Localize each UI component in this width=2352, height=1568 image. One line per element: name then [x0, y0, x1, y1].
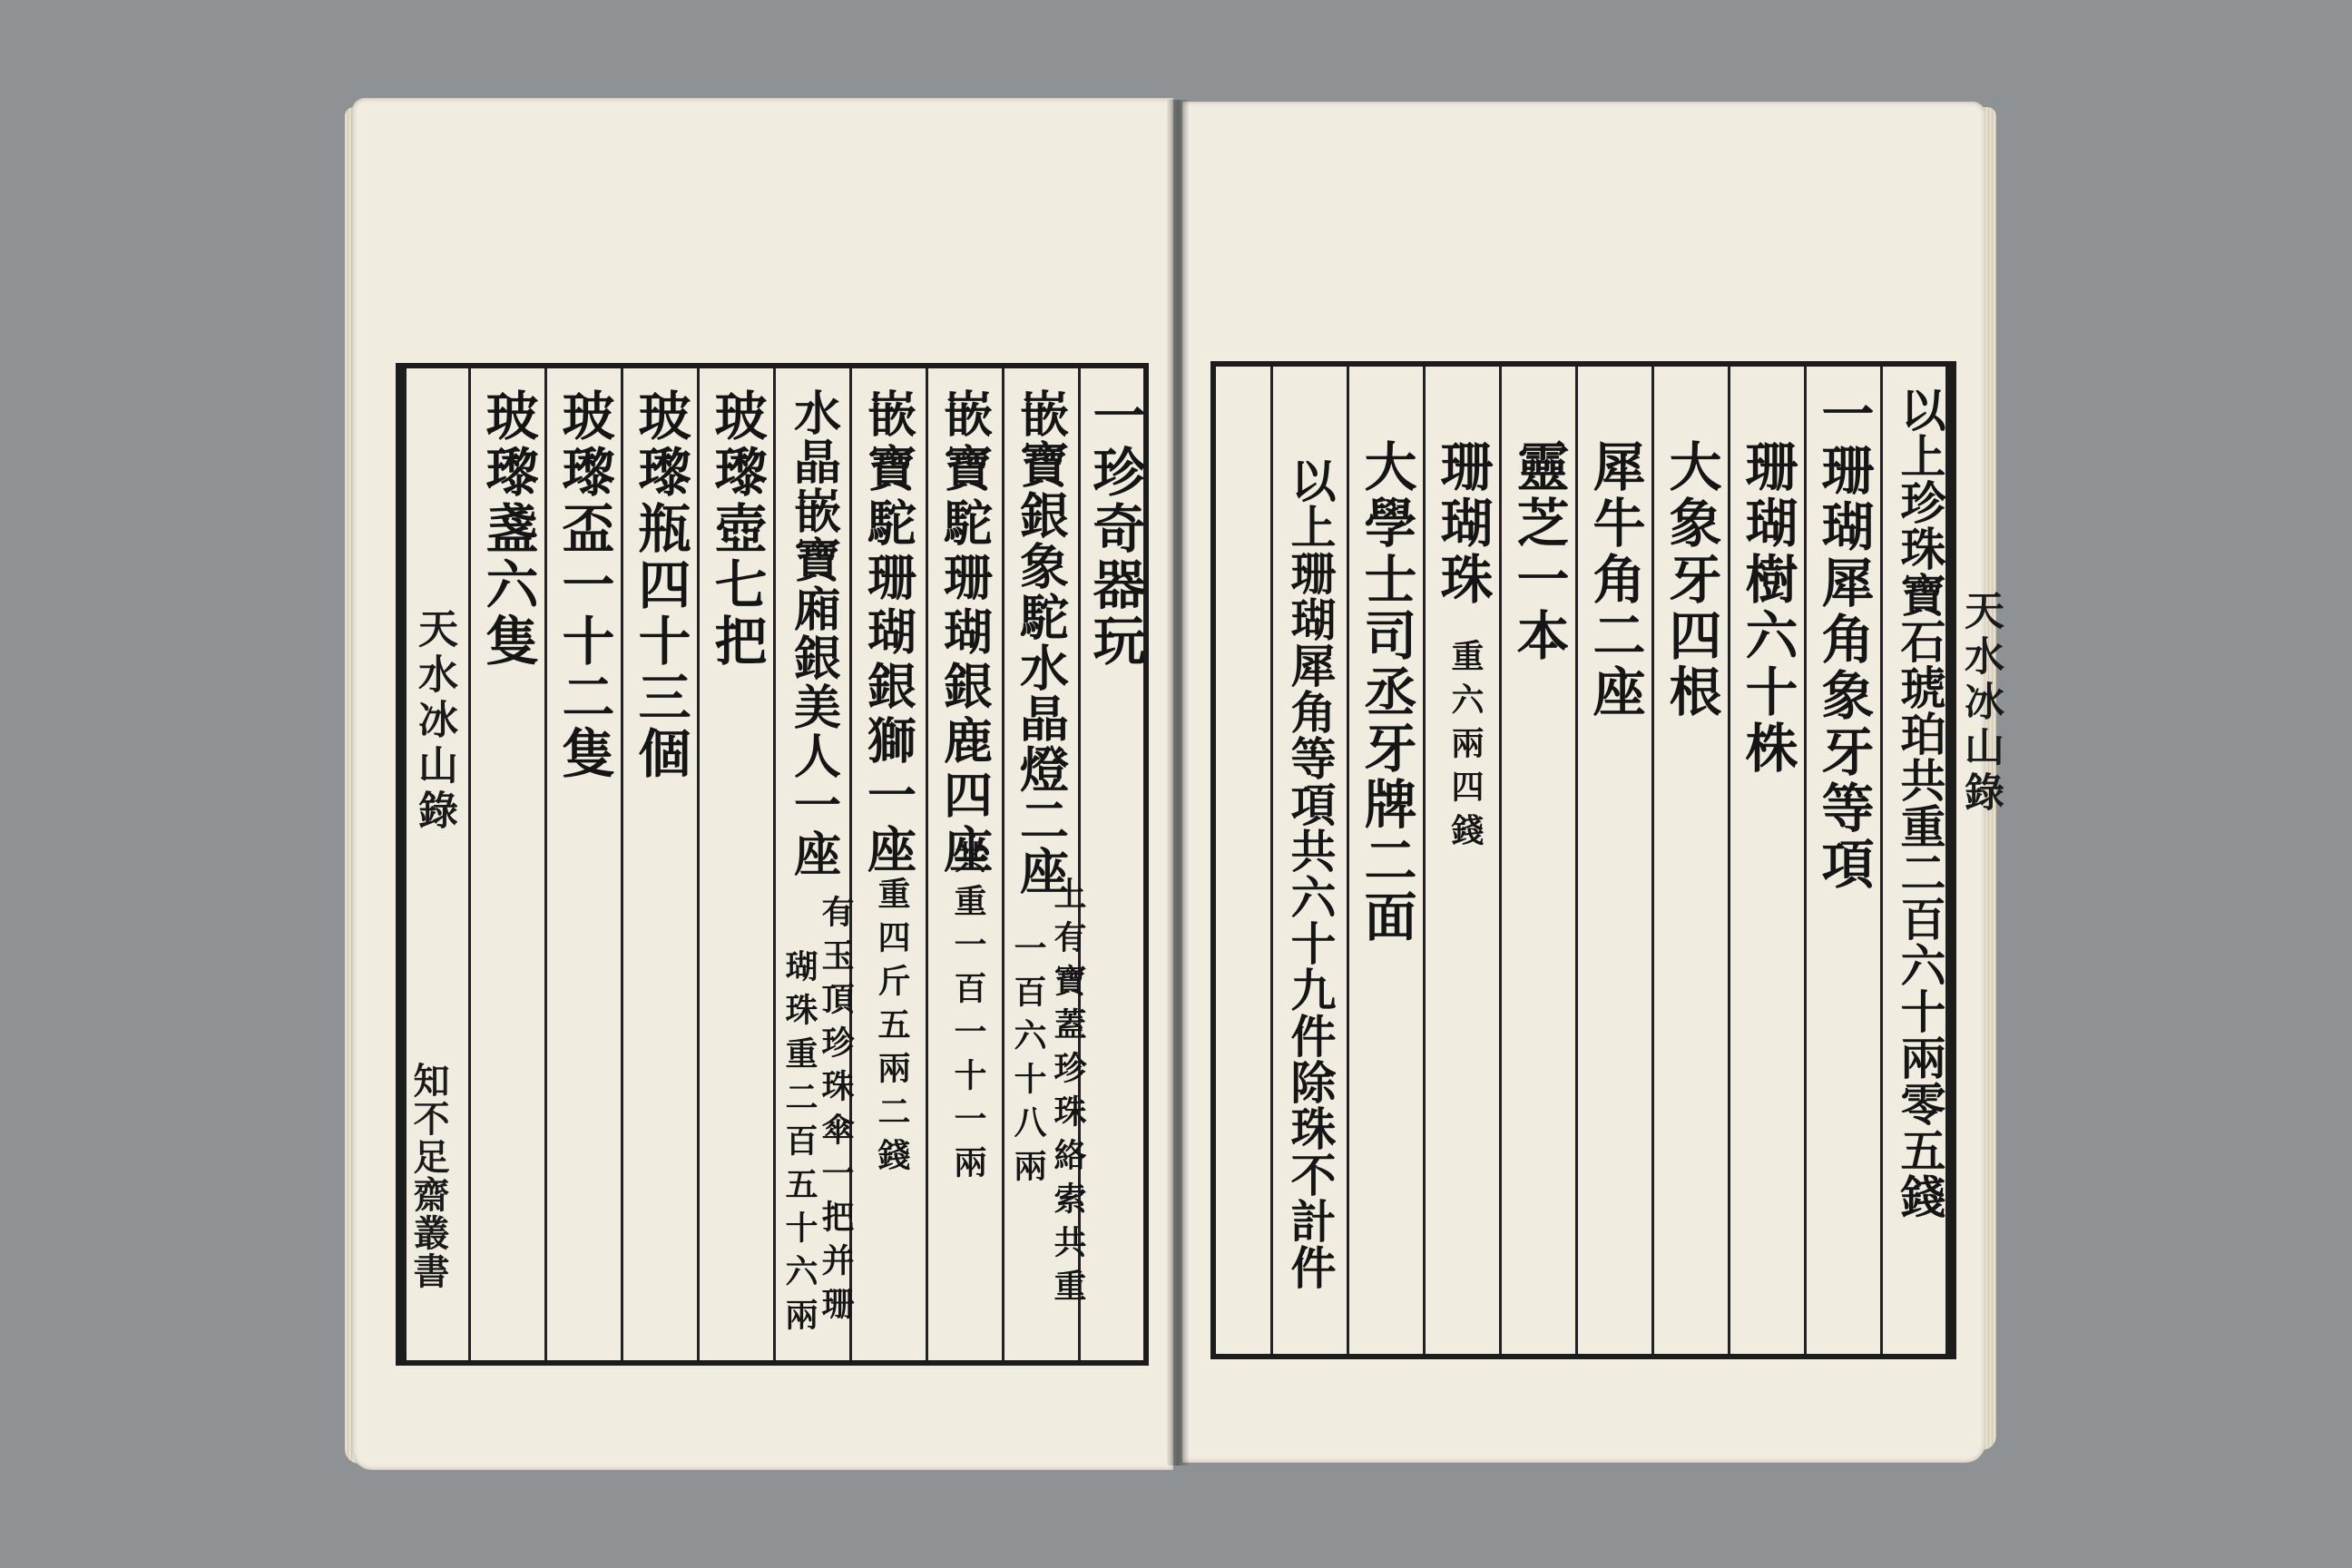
- annotation-note: 重四斤五兩二錢: [873, 877, 911, 1181]
- column-text: 大象牙四根: [1660, 439, 1722, 720]
- column: [1423, 367, 1499, 1354]
- left-text-block: [396, 363, 1149, 1366]
- column-text: 玻瓈壺七把: [705, 388, 768, 670]
- column: [621, 368, 697, 1360]
- annotation-note: 一百六十八兩: [1009, 931, 1047, 1192]
- column: [1728, 367, 1804, 1354]
- column-text: 犀牛角二座: [1583, 439, 1646, 720]
- column: [697, 368, 773, 1360]
- annotation-note: 重六兩四錢: [1446, 639, 1485, 857]
- column-text: 一珊瑚犀角象牙等項: [1812, 387, 1875, 893]
- column: [1804, 367, 1880, 1354]
- column-text: 一珍奇器玩: [1083, 388, 1146, 670]
- column-text: 水晶嵌寶廂銀美人一座: [785, 388, 841, 878]
- column-text: 嵌寶駝珊瑚銀鹿四座: [936, 388, 995, 878]
- column-text: 珊瑚珠: [1431, 439, 1494, 608]
- column: [468, 368, 544, 1360]
- column: [1651, 367, 1728, 1354]
- column-text: 玻瓈盞六隻: [476, 388, 539, 670]
- column: [1347, 367, 1423, 1354]
- column-text: 玻瓈瓶四十三個: [629, 388, 691, 782]
- annotation-note: 有玉頂珍珠傘一把并珊: [817, 895, 855, 1330]
- annotation-note: 上有寶蓋珍珠絡索共重: [1049, 877, 1087, 1312]
- column-text: 玻瓈盃一十二隻: [553, 388, 615, 782]
- column: [849, 368, 926, 1360]
- column-text: 嵌寶駝珊瑚銀獅一座: [859, 388, 918, 878]
- annotation-note: 共重一百一十一兩: [949, 840, 987, 1189]
- annotation-note: 瑚珠重二百五十六兩: [780, 949, 818, 1341]
- column: [1499, 367, 1575, 1354]
- right-text-block: [1210, 361, 1956, 1359]
- column: [1880, 367, 1956, 1354]
- column-text: 以上珊瑚犀角等項共六十九件除珠不計件: [1283, 457, 1338, 1290]
- book-gutter: [1167, 100, 1189, 1465]
- column-text: 嵌寶銀象駝水晶燈二座: [1012, 388, 1071, 897]
- book-title-spine: 天水冰山錄: [1957, 590, 2004, 817]
- column: [1270, 367, 1347, 1354]
- column-text: 以上珍珠寶石琥珀共重二百六十兩零五錢: [1893, 387, 1947, 1220]
- column: [544, 368, 621, 1360]
- column-text: 靈芝一本: [1507, 439, 1570, 664]
- column-text: 大學士司丞牙牌二面: [1355, 439, 1417, 946]
- column: [1575, 367, 1651, 1354]
- publisher-imprint: 知不足齋叢書: [407, 1062, 450, 1290]
- column-text: 珊瑚樹六十株: [1736, 439, 1798, 777]
- book-title-spine: 天水冰山錄: [411, 608, 457, 835]
